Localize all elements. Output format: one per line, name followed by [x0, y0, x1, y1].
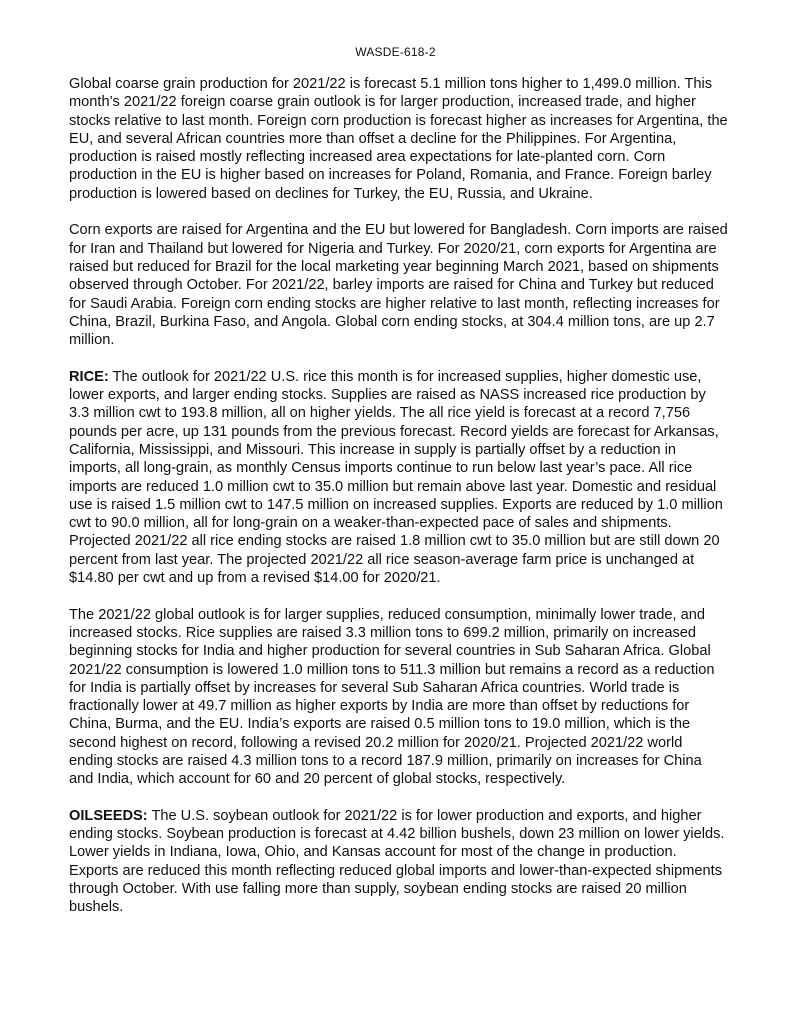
paragraph-text: The U.S. soybean outlook for 2021/22 is for lower production and exports, and higher ending stocks. Soybean production is forecast at 4.42 billion bushels, down 23 million on lower yields. Lower yields in Indiana, Iowa, Ohio, and Kansas account for most of the change in production. Exports are reduced this month reflecting reduced global imports and lower-than-expected shipments through October. With use falling more than supply, soybean ending stocks are raised 20 million bushels. — [69, 807, 725, 916]
paragraph-corn-trade — [69, 221, 729, 349]
paragraph-text: Corn exports are raised for Argentina and the EU but lowered for Bangladesh. Corn imports are raised for Iran and Thailand but lowered for Nigeria and Turkey. For 2020/21, corn exports for Argentina are raised but reduced for Brazil for the local marketing year beginning March 2021, based on shipments observed through October. For 2021/22, barley imports are raised for China and Turkey but reduced for Saudi Arabia. Foreign corn ending stocks are higher relative to last month, reflecting increases for China, Brazil, Burkina Faso, and Angola. Global corn ending stocks, at 304.4 million tons, are up 2.7 million. — [69, 222, 728, 349]
document-body — [69, 75, 729, 935]
paragraph-coarse-grain-production — [69, 75, 729, 203]
paragraph-rice-us — [69, 368, 729, 588]
section-label-rice: RICE: — [69, 368, 109, 385]
paragraph-text: The 2021/22 global outlook is for larger supplies, reduced consumption, minimally lower trade, and increased stocks. Rice supplies are raised 3.3 million tons to 699.2 million, primarily on increased beginning stocks for India and higher production for several countries in Sub Saharan Africa. Global 2021/22 consumption is lowered 1.0 million tons to 511.3 million but remains a record as a reduction for India is partially offset by increases for several Sub Saharan Africa countries. World trade is fractionally lower at 49.7 million as higher exports by India are more than offset by reductions for China, Burma, and the EU. India’s exports are raised 0.5 million tons to 19.0 million, which is the second highest on record, following a revised 20.2 million for 2020/21. Projected 2021/22 world ending stocks are raised 4.3 million tons to a record 187.9 million, primarily on increases for China and India, which account for 60 and 20 percent of global stocks, respectively. — [69, 606, 715, 788]
paragraph-rice-global — [69, 606, 729, 789]
document-id-header: WASDE-618-2 — [355, 45, 436, 59]
paragraph-text: The outlook for 2021/22 U.S. rice this month is for increased supplies, higher domestic use, lower exports, and larger ending stocks. Supplies are raised as NASS increased rice production by 3.3 million cwt to 193.8 million, all on higher yields. The all rice yield is forecast at a record 7,756 pounds per acre, up 131 pounds from the previous forecast. Record yields are forecast for Arkansas, California, Mississippi, and Missouri. This increase in supply is partially offset by a reduction in imports, all long-grain, as monthly Census imports continue to run below last year’s pace. All rice imports are reduced 1.0 million cwt to 35.0 million but remain above last year. Domestic and residual use is raised 1.5 million cwt to 147.5 million on increased supplies. Exports are reduced by 1.0 million cwt to 90.0 million, all for long-grain on a weaker-than-expected pace of sales and shipments. Projected 2021/22 all rice ending stocks are raised 1.8 million cwt to 35.0 million but are still down 20 percent from last year. The projected 2021/22 all rice season-average farm price is unchanged at $14.80 per cwt and up from a revised $14.00 for 2020/21. — [69, 368, 723, 587]
paragraph-text: Global coarse grain production for 2021/22 is forecast 5.1 million tons higher to 1,499.0 million. This month’s 2021/22 foreign coarse grain outlook is for larger production, increased trade, and higher stocks relative to last month. Foreign corn production is forecast higher as increases for Argentina, the EU, and several African countries more than offset a decline for the Philippines. For Argentina, production is raised mostly reflecting increased area expectations for late-planted corn. Corn production in the EU is higher based on increases for Poland, Romania, and France. Foreign barley production is lowered based on declines for Turkey, the EU, Russia, and Ukraine. — [69, 76, 728, 202]
paragraph-oilseeds — [69, 807, 729, 917]
section-label-oilseeds: OILSEEDS: — [69, 807, 148, 824]
